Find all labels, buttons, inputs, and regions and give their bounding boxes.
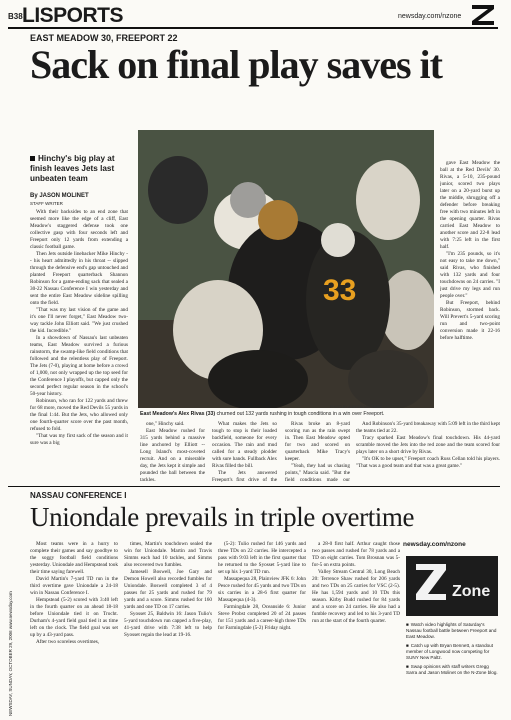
paragraph: "Yeah, they had us chasing points," Mascia said. "But the field conditions made our [285,463,350,483]
byline: By JASON MOLINET [30,193,89,199]
main-headline: Sack on final play saves it [30,42,442,87]
logo-wordmark: Zone [452,583,491,600]
paragraph: But Freeport, behind Robinson, stormed back. Will Prevert's 5-yard scoring run and two-point conversion made it 22-16 before halftime. [440,300,500,341]
promo-item[interactable] [406,643,498,661]
caption-text: churned out 132 yards rushing in tough conditions in a win over Freeport. [215,411,385,417]
paragraph: Jamesell Boswell, Joe Gary and Demon Howell also recorded fumbles for Uniondale. Boswell completed 3 of 4 passes for 25 yards and rushed for 79 yards and a score. Simms rushed for 160 yards and one TD on 17 carries. [124,569,212,610]
promo-text: Swap opinions with staff writers Gregg Sarra and Jason Molinet on the N-Zone blog. [406,664,498,675]
story-deck [30,154,128,184]
paragraph: a 28-0 first half. Arthur caught those two passes and rushed for 78 yards and a TD on eight carries. Tom Brosnan was 5-for-5 on extra points. [312,541,400,568]
photo-caption [140,411,500,417]
second-headline: Uniondale prevails in triple overtime [30,502,415,532]
story-kicker: EAST MEADOW 30, FREEPORT 22 [30,33,178,43]
story1-column-4 [285,421,350,483]
paragraph: Robinson, who ran for 122 yards and threw for 68 more, moved the Red Devils 55 yards in the final 1:44. But the Jets, who allowed only one fourth-quarter score over the past month, refused to fold. [30,398,128,432]
bullet-icon [30,156,35,161]
dateline-text: NEWSDAY, SUNDAY, OCTOBER 29, 2006 www.newsday.com [8,591,13,716]
paragraph: "It's OK to be upset," Freeport coach Russ Cellan told his players. "That was a good team and that was a great game." [356,456,500,469]
section-title: LISPORTS [22,4,124,27]
bullet-icon: ■ [406,622,409,627]
story1-column-6 [356,421,500,483]
jersey-number: 33 [323,274,357,307]
promo-text: Catch up with Bryan Bennett, a standout member of Longwood now competing for SUNY New Paltz. [406,643,494,660]
story1-column-2 [140,421,205,483]
paragraph: Then Jets outside linebacker Mike Hinchy -- his heart admittedly in his throat -- slipped through the defensive end's gap untouched and planted Freeport quarterback Shannon Robinson for a game-ending sack that sealed a 30-22 Nassau Conference I win yesterday and sent the entire East Meadow sideline spilling onto the field. [30,251,128,306]
paragraph: Most teams were in a hurry to complete their games and say goodbye to the soggy football field conditions yesterday. Uniondale and Hempstead took their time saying farewell. [30,541,118,575]
story1-column-1 [30,209,128,484]
bullet-icon: ■ [406,664,409,669]
paragraph: Rivas broke an 8-yard scoring run as the rain swept in. Then East Meadow opted for two and scored on quarterback Mike Tracy's keeper. [285,421,350,462]
paragraph: What makes the Jets so tough to stop is their loaded backfield, someone for every occasion. The rain and mud called for a steady plodder with sure hands. Fullback Alex Rivas filled the bill. [212,421,277,469]
caption-lead: East Meadow's Alex Rivas (33) [140,411,216,417]
paragraph: After two scoreless overtimes, [36,639,100,645]
promo-list [406,622,498,679]
story2-column-1 [30,541,118,716]
promo-text: Watch video highlights of Saturday's Nassau football battle between Freeport and East Meadow. [406,622,497,639]
promo-item[interactable] [406,622,498,640]
game-photo [138,130,434,408]
promo-item[interactable] [406,664,498,676]
section-divider [8,486,500,487]
paragraph: East Meadow rushed for 315 yards behind a massive line anchored by Elliott -- Long Island's most-coveted recruit. And on a miserable day, the Jets kept it simple and pounded the ball between the tackles. [140,428,205,483]
paragraph: times, Martin's touchdown sealed the win for Uniondale. Martin and Travis Simms each had 10 tackles, and Simms also recovered two fumbles. [124,541,212,568]
page-dateline [6,548,16,718]
paragraph: David Martin's 7-yard TD run in the third overtime gave Uniondale a 24-18 win in Nassau Conference I. [30,576,118,596]
paragraph: The Jets answered Freeport's first drive of the [212,470,277,483]
paragraph: "I'm 235 pounds, so it's not easy to take me down," said Rivas, who finished with 132 yards and four touchdowns on 24 carries. "I just drive my legs and run people over." [440,251,500,299]
paragraph: And Robinson's 35-yard breakaway with 5:09 left in the third kept the teams tied at 22. [356,421,500,434]
paragraph: In a showdown of Nassau's last unbeaten teams, East Meadow survived a furious rainstorm, the swamp-like field conditions that followed and the relentless play of Freeport. The Jets (7-0), playing at home before a crowd of 1,000, not only wrapped up the top seed for the Conference I playoffs, but capped only the second perfect regular season in the school's 50-year history. [30,335,128,397]
paragraph: Tracy sparked East Meadow's final touchdown. His 44-yard scramble moved the Jets into the red zone and the team scored four plays later on a short drive by Rivas. [356,435,500,455]
paragraph: (5-2): Tulio rushed for 146 yards and three TDs on 22 carries. He intercepted a pass with 9:03 left in the first quarter that he returned to the Syosset 5-yard line to set up his 1-yard TD run. [218,541,306,575]
paragraph: Massapequa 28, Plainview JFK 6: John Pesce rushed for 45 yards and two TDs on six carries in a 28-6 first quarter for Massapequa (4-3). [218,576,306,603]
conference-label: NASSAU CONFERENCE I [30,491,127,500]
paragraph: "That was my last vision of the game and it's one I'll never forget," East Meadow two-way tackle John Elliott said. "We just crushed the kid. Incredible." [30,307,128,334]
paragraph: Valley Stream Central 30, Long Beach 20: Terrence Shaw rushed for 206 yards and two TDs on 25 carries for VSC (2-5). He has 1,594 yards and 10 TDs this season. Kirby Budd rushed for 84 yards and a score on 24 carries. He also had a fumble recovery and led to his 3-yard TD run at the start of the fourth quarter. [312,569,400,624]
story2-column-2 [124,541,212,716]
paragraph: Hempstead (5-2) scored with 3:40 left in the fourth quarter on an ahead 18-18 before Uniondale tied it on Trocht. Durham's 4-yard field goal tied it as time left on the clock. The field goal was set up by a 43-yard pass. [30,597,118,638]
nzone-logo [470,3,496,27]
paragraph: Farmingdale 28, Oceanside 6: Junior Steve Probst completed 20 of 24 passes for 151 yards and a career-high three TDs for Farmingdale (5-2) Friday night. [218,604,306,631]
story1-column-3 [212,421,277,483]
paragraph: With their backsides to an end zone that seemed more like the edge of a cliff, East Meadow's staggered defense took one collective gasp with four seconds left and Freeport only 12 yards from extending a classic football game. [30,209,128,250]
story2-column-4 [312,541,400,716]
story1-column-5 [440,160,500,405]
nzone-website[interactable]: newsday.com/nzone [403,541,466,548]
paragraph: gave East Meadow the ball at the Red Devils' 30. Rivas, a 5-10, 235-pound junior, scored two plays later on a 20-yard burst up the middle, shrugging off a defender before breaking free with two minutes left in the opening quarter. Rivas carried East Meadow to another score and 22-8 lead with 7:25 left in the first half. [440,160,500,250]
paragraph: Syosset 25, Baldwin 16: Jason Tulio's 5-yard touchdown run capped a five-play, 41-yard drive with 7:38 left to help Syosset regain the lead at 19-16. [124,611,212,638]
football-action-image [138,130,434,408]
nzone-promo-logo [406,556,498,616]
story2-column-3 [218,541,306,716]
byline-title: STAFF WRITER [30,201,63,206]
page-number: B38 [8,12,23,21]
paragraph: "That was my first sack of the season and it sure was a big [30,433,128,446]
website-url: newsday.com/nzone [398,13,462,20]
bullet-icon: ■ [406,643,409,648]
header-rule [8,27,498,29]
deck-text: Hinchy's big play at finish leaves Jets last unbeaten team [30,154,115,183]
paragraph: one," Hinchy said. [146,421,185,427]
photo-credit: PHOTO BY ANDREW MELCHIOR [330,405,383,409]
